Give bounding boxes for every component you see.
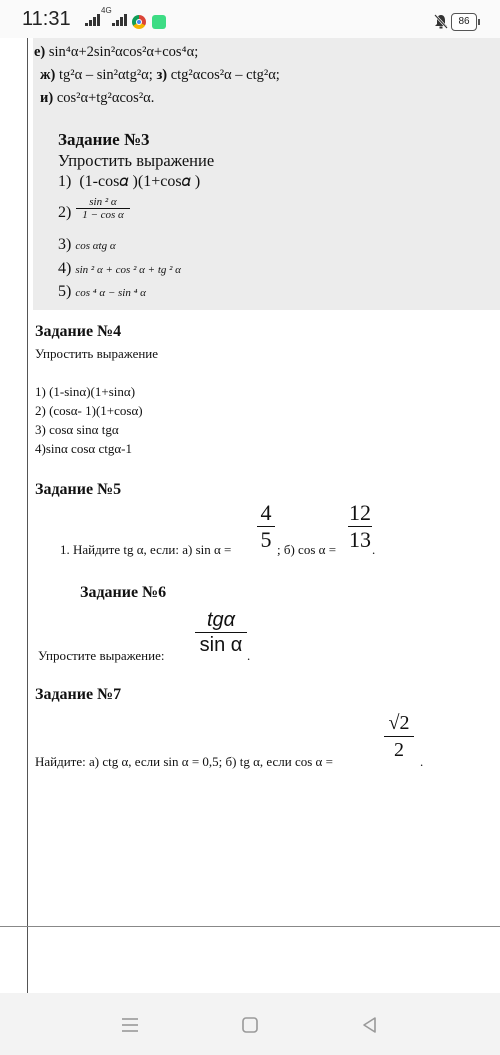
status-bar [0, 0, 500, 38]
expression: sin⁴α+2sin²αcos²α+cos⁴α; [48, 44, 199, 60]
app-notification-icon [152, 15, 166, 29]
battery-icon: 86 [451, 13, 477, 31]
expression: sin ² α + cos ² α + tg ² α [75, 264, 181, 276]
task3-item-4 [58, 260, 181, 278]
numerator: tgα [206, 609, 236, 631]
task5-text-a: 1. Найдите tg α, если: а) sin α = [60, 542, 232, 557]
task3-item-2-number: 2) [58, 204, 72, 221]
item-number: 3) [58, 236, 72, 253]
expression: cos ⁴ α − sin ⁴ α [75, 287, 146, 299]
task3-title: Задание №3 [58, 130, 150, 149]
item-label: ж) [40, 67, 56, 83]
expression: (1-cos𝛼 )(1+cos𝛼 ) [79, 173, 201, 190]
item-label: и) [40, 90, 54, 106]
bell-off-icon [434, 14, 448, 29]
chrome-icon [132, 15, 146, 29]
home-icon[interactable] [241, 1016, 259, 1034]
task7-text: Найдите: а) ctg α, если sin α = 0,5; б) tg α, если cos α = [35, 754, 333, 769]
item-number: 4) [58, 260, 72, 277]
task3-item-2-fraction [76, 196, 130, 221]
back-icon[interactable] [361, 1016, 379, 1034]
expression: ctg²αcos²α – ctg²α; [170, 67, 280, 83]
expression: cos²α+tg²αcos²α. [56, 90, 155, 106]
numerator: 12 [349, 500, 371, 525]
expression: cos αtg α [75, 240, 116, 252]
task5-fraction-b [348, 500, 372, 553]
denominator: 1 − cos α [82, 209, 124, 221]
denominator: sin α [199, 634, 243, 656]
exercise-line-e [34, 44, 198, 61]
task4-item-1: 1) (1-sinα)(1+sinα) [35, 384, 136, 399]
task7-text-end: . [420, 754, 424, 769]
task4-title: Задание №4 [35, 323, 122, 340]
exercise-line-zh [40, 67, 280, 84]
expression: tg²α – sin²αtg²α; [58, 67, 153, 83]
task6-fraction [195, 608, 247, 657]
page-border [27, 38, 28, 993]
signal-icon [85, 14, 101, 26]
exercise-line-i [40, 90, 154, 107]
numerator: √2 [388, 712, 410, 734]
task7-title: Задание №7 [35, 686, 122, 703]
denominator: 13 [349, 527, 371, 552]
task6-text: Упростите выражение: [38, 648, 165, 663]
task5-fraction-a [257, 500, 275, 553]
task6-title: Задание №6 [80, 584, 167, 601]
signal-icon-2 [112, 14, 128, 26]
divider [0, 926, 500, 927]
task6-text-end: . [247, 648, 251, 663]
task5-text-end: . [372, 542, 376, 557]
network-type: 4G [101, 6, 112, 15]
denominator: 5 [260, 527, 272, 552]
clock: 11:31 [22, 8, 71, 30]
task3-item-1 [58, 173, 200, 191]
task4-item-4: 4)sinα cosα ctgα-1 [35, 441, 132, 456]
numerator: 4 [260, 500, 272, 525]
task3-subtitle: Упростить выражение [58, 151, 215, 170]
task4-item-2: 2) (cosα- 1)(1+cosα) [35, 403, 143, 418]
task7-fraction [384, 710, 414, 763]
item-label: з) [156, 67, 168, 83]
task3-item-5 [58, 283, 146, 301]
numerator: sin ² α [89, 196, 117, 208]
menu-icon[interactable] [121, 1016, 139, 1034]
item-number: 1) [58, 173, 72, 190]
item-number: 5) [58, 283, 72, 300]
task4-item-3: 3) cosα sinα tgα [35, 422, 119, 437]
task5-title: Задание №5 [35, 481, 122, 498]
task4-subtitle: Упростить выражение [35, 346, 159, 361]
denominator: 2 [394, 739, 404, 761]
item-label: е) [34, 44, 46, 60]
task5-text-b: ; б) cos α = [277, 542, 337, 557]
task3-item-3 [58, 236, 116, 254]
